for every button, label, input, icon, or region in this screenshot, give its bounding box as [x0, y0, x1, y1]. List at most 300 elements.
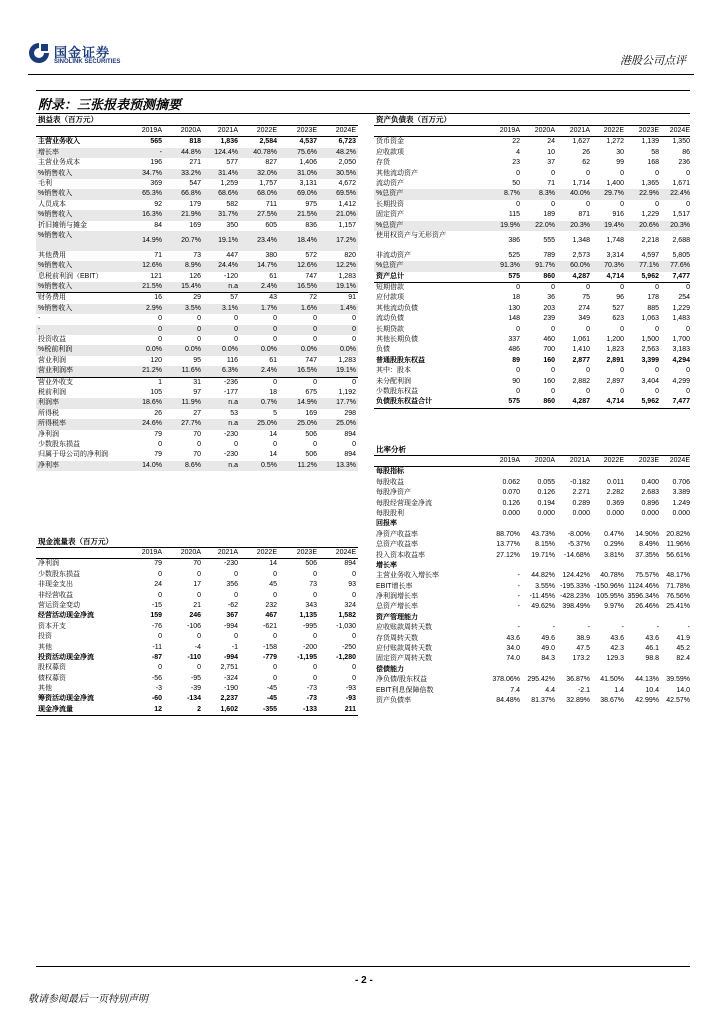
cell-value: 121	[150, 272, 162, 280]
row-label: 折旧摊销与摊金	[38, 221, 87, 229]
table-row	[36, 158, 358, 168]
cell-value: 0	[313, 315, 317, 323]
table-row	[374, 366, 690, 376]
row-label: 回报率	[376, 520, 397, 528]
cell-value: 0	[551, 169, 555, 177]
cell-value: 60.0%	[570, 262, 590, 270]
company-logo	[28, 40, 148, 70]
cell-value: 916	[612, 211, 624, 219]
cell-value: 120	[150, 356, 162, 364]
row-label: 所得税率	[38, 420, 66, 428]
cell-value: 271	[189, 159, 201, 167]
cell-value: 447	[226, 251, 238, 259]
row-label: 流动负债	[376, 315, 404, 323]
cell-value: n.a	[228, 461, 238, 469]
cell-value: 36.87%	[566, 676, 590, 684]
cell-value: 871	[578, 211, 590, 219]
cell-value: 14	[269, 560, 277, 568]
row-label: %总资产	[376, 262, 404, 270]
cell-value: 129.3	[606, 655, 624, 663]
cell-value: 547	[189, 179, 201, 187]
cell-value: 20.6%	[639, 221, 659, 229]
cell-value: 58	[651, 148, 659, 156]
cell-value: 26.46%	[635, 603, 659, 611]
cell-value: 21	[193, 601, 201, 609]
table-title: 损益表（百万元）	[36, 114, 358, 126]
cell-value: 32.89%	[566, 696, 590, 704]
cell-value: 69.5%	[336, 190, 356, 198]
cell-value: -45	[266, 695, 277, 703]
row-label: 应收款项	[376, 148, 404, 156]
cell-value: 675	[305, 388, 317, 396]
row-label: 短期借款	[376, 284, 404, 292]
cell-value: n.a	[228, 283, 238, 291]
cell-value: 30	[616, 148, 624, 156]
cell-value: 19.4%	[604, 221, 624, 229]
cell-value: 4	[516, 148, 520, 156]
cell-value: 0	[352, 378, 356, 386]
cell-value: 350	[226, 221, 238, 229]
cell-value: 0.000	[606, 509, 624, 517]
cell-value: 20.3%	[570, 221, 590, 229]
header-divider	[28, 74, 694, 75]
cell-value: 49.0	[541, 645, 555, 653]
year-header: 2019A	[141, 127, 162, 134]
cell-value: -14.68%	[563, 551, 590, 559]
row-label: 现金净流量	[38, 705, 73, 713]
cell-value: 0	[273, 336, 277, 344]
table-row	[36, 169, 358, 179]
cell-value: 0	[234, 591, 238, 599]
cell-value: 25.41%	[666, 603, 690, 611]
cell-value: 34.0	[506, 645, 520, 653]
cell-value: 0	[352, 315, 356, 323]
cell-value: 31.0%	[297, 169, 317, 177]
cell-value: 1,500	[641, 336, 659, 344]
row-label: 其他流动资产	[376, 169, 418, 177]
cell-value: 369	[150, 179, 162, 187]
cell-value: 0	[197, 633, 201, 641]
cell-value: -110	[187, 653, 201, 661]
cell-value: 21.5%	[142, 283, 162, 291]
cell-value: 1,410	[572, 346, 590, 354]
table-row	[36, 314, 358, 324]
cell-value: 196	[150, 159, 162, 167]
year-header-row	[36, 126, 358, 137]
cell-value: 70	[193, 560, 201, 568]
cell-value: 84.48%	[496, 696, 520, 704]
cell-value: 0	[551, 284, 555, 292]
cell-value: 486	[508, 346, 520, 354]
cell-value: 10.4	[645, 686, 659, 694]
cell-value: 572	[305, 251, 317, 259]
row-label: 应收账款周转天数	[376, 624, 432, 632]
cell-value: 99	[616, 159, 624, 167]
cell-value: 0.070	[502, 489, 520, 497]
table-row	[374, 488, 690, 498]
cell-value: 14.0	[676, 686, 690, 694]
year-header: 2021A	[217, 127, 238, 134]
cell-value: 0	[352, 591, 356, 599]
cell-value: 1,061	[572, 336, 590, 344]
row-label: 资产管理能力	[376, 613, 418, 621]
table-row	[374, 304, 690, 314]
table-row	[36, 580, 358, 590]
row-label: 投资收益	[38, 336, 66, 344]
year-header-row	[36, 548, 358, 559]
table-row	[374, 345, 690, 355]
cell-value: 860	[543, 398, 555, 406]
cell-value: 70	[193, 430, 201, 438]
cell-value: 20.3%	[670, 221, 690, 229]
cell-value: 8.6%	[185, 461, 201, 469]
cell-value: 0	[620, 325, 624, 333]
cell-value: 0	[197, 591, 201, 599]
cell-value: 0	[586, 200, 590, 208]
cell-value: 2.9%	[146, 304, 162, 312]
row-label: 负债股东权益合计	[376, 398, 432, 406]
cell-value: 0	[234, 325, 238, 333]
cell-value: 1,200	[606, 336, 624, 344]
cell-value: 84.3	[541, 655, 555, 663]
cell-value: 295.42%	[527, 676, 555, 684]
cell-value: 2,218	[641, 236, 659, 244]
cell-value: -39	[190, 685, 201, 693]
cell-value: 18	[512, 294, 520, 302]
cell-value: 75.6%	[297, 148, 317, 156]
cell-value: 0	[234, 633, 238, 641]
cell-value: 31.4%	[218, 169, 238, 177]
year-header: 2020A	[180, 127, 201, 134]
table-row	[374, 137, 690, 147]
cell-value: 3596.34%	[627, 593, 659, 601]
cell-value: 246	[189, 612, 201, 620]
cell-value: -621	[262, 622, 277, 630]
cell-value: 42.3	[610, 645, 624, 653]
cell-value: 19.71%	[531, 551, 555, 559]
cell-value: 0.47%	[604, 530, 624, 538]
cell-value: 0.7%	[261, 399, 277, 407]
cell-value: 31	[193, 378, 201, 386]
cell-value: -	[517, 603, 520, 611]
cell-value: 5,962	[641, 272, 659, 280]
cell-value: 8.9%	[185, 262, 201, 270]
cell-value: -4	[194, 643, 201, 651]
cell-value: 0	[586, 325, 590, 333]
cell-value: 527	[612, 304, 624, 312]
cell-value: 0	[313, 570, 317, 578]
cell-value: 1,283	[338, 272, 356, 280]
cell-value: 49.62%	[531, 603, 555, 611]
cell-value: 203	[543, 304, 555, 312]
cell-value: -8.00%	[567, 530, 590, 538]
section-title	[36, 90, 690, 114]
cell-value: 0	[655, 387, 659, 395]
table-row	[374, 387, 690, 397]
row-label: 增长率	[38, 148, 59, 156]
row-label: 增长率	[376, 561, 397, 569]
cell-value: 62	[582, 159, 590, 167]
cell-value: 506	[305, 451, 317, 459]
row-label: 净利润增长率	[376, 593, 418, 601]
cell-value: 0.000	[537, 509, 555, 517]
cell-value: 623	[612, 315, 624, 323]
cell-value: 14.7%	[257, 262, 277, 270]
cell-value: 2,584	[259, 138, 277, 146]
row-label: 营业利润率	[38, 367, 73, 375]
cell-value: 68.6%	[218, 190, 238, 198]
table-row	[36, 345, 358, 355]
cell-value: 0.706	[672, 478, 690, 486]
table-row	[36, 179, 358, 189]
cell-value: 22.0%	[535, 221, 555, 229]
cell-value: 26	[154, 409, 162, 417]
cell-value: 2,897	[606, 377, 624, 385]
row-label: 货币资金	[376, 138, 404, 146]
cell-value: 0.000	[641, 509, 659, 517]
cell-value: 0	[686, 387, 690, 395]
table-row	[36, 601, 358, 611]
cell-value: 115	[508, 211, 520, 219]
cell-value: -73	[306, 695, 317, 703]
cell-value: 0	[313, 325, 317, 333]
cell-value: 19.1%	[336, 283, 356, 291]
cell-value: 0.400	[641, 478, 659, 486]
cell-value: 5,805	[672, 251, 690, 259]
cell-value: 0	[352, 336, 356, 344]
page-header	[0, 0, 724, 80]
cell-value: 24	[154, 581, 162, 589]
year-header: 2024E	[335, 127, 356, 134]
cell-value: 4,714	[606, 398, 624, 406]
cell-value: 555	[543, 236, 555, 244]
cell-value: 2.282	[606, 489, 624, 497]
table-row	[36, 261, 358, 271]
cell-value: 39.59%	[666, 676, 690, 684]
cell-value: 0.194	[537, 499, 555, 507]
row-label: 净利润	[38, 430, 59, 438]
cell-value: 0	[197, 325, 201, 333]
cell-value: -2.1	[577, 686, 590, 694]
table-row	[36, 653, 358, 663]
row-label: 固定资产	[376, 211, 404, 219]
cell-value: 31.7%	[218, 211, 238, 219]
cell-value: 12	[154, 705, 162, 713]
cell-value: -995	[302, 622, 317, 630]
cell-value: -1,195	[297, 653, 317, 661]
cell-value: 1,836	[220, 138, 238, 146]
cell-value: 0	[313, 336, 317, 344]
cell-value: 25.0%	[297, 420, 317, 428]
cell-value: 1.7%	[261, 304, 277, 312]
cell-value: 1,229	[641, 211, 659, 219]
cell-value: 93	[348, 581, 356, 589]
cell-value: -236	[223, 378, 238, 386]
cell-value: 2,882	[572, 377, 590, 385]
cell-value: 41.50%	[600, 676, 624, 684]
cell-value: 91	[348, 294, 356, 302]
table-row	[36, 409, 358, 419]
cell-value: 0	[313, 440, 317, 448]
section-title-text: 附录：三张报表预测摘要	[38, 98, 182, 113]
cell-value: 0	[158, 325, 162, 333]
table-row	[374, 686, 690, 696]
cell-value: 18	[269, 388, 277, 396]
row-label: 每股经营现金净流	[376, 499, 432, 507]
cell-value: 1,671	[672, 179, 690, 187]
cell-value: 17.7%	[336, 399, 356, 407]
cell-value: -76	[151, 622, 162, 630]
table-row	[374, 158, 690, 168]
cell-value: 61	[269, 356, 277, 364]
row-label: 非流动资产	[376, 251, 411, 259]
cell-value: 0.011	[607, 478, 624, 486]
table-row	[36, 293, 358, 303]
cell-value: 0	[551, 367, 555, 375]
row-label: 每股收益	[376, 478, 404, 486]
cell-value: 298	[344, 409, 356, 417]
row-label: 债权募资	[38, 674, 66, 682]
cell-value: 4,287	[572, 398, 590, 406]
cell-value: 18.6%	[142, 399, 162, 407]
cell-value: 79	[154, 560, 162, 568]
row-label: 非现金支出	[38, 581, 73, 589]
cell-value: 38.9	[576, 634, 590, 642]
cell-value: 40.78%	[600, 572, 624, 580]
cell-value: 0	[158, 664, 162, 672]
table-row	[36, 356, 358, 366]
table-row	[36, 231, 358, 251]
cell-value: 189	[543, 211, 555, 219]
cell-value: 33.2%	[181, 169, 201, 177]
cell-value: 356	[226, 581, 238, 589]
cell-value: 0	[158, 336, 162, 344]
cell-value: 27.5%	[257, 211, 277, 219]
row-label: 负债	[376, 346, 390, 354]
cell-value: 21.5%	[297, 211, 317, 219]
row-label: 净利率	[38, 461, 59, 469]
cell-value: 860	[543, 272, 555, 280]
cell-value: 0	[655, 169, 659, 177]
cell-value: 0	[313, 664, 317, 672]
cell-value: 324	[344, 601, 356, 609]
cell-value: 98.8	[645, 655, 659, 663]
row-label: 偿债能力	[376, 665, 404, 673]
cell-value: 1,229	[672, 304, 690, 312]
cell-value: 0	[655, 325, 659, 333]
row-label: 息税前利润（EBIT）	[38, 272, 103, 280]
row-label: 经营活动现金净流	[38, 612, 94, 620]
cell-value: 71	[154, 251, 162, 259]
cell-value: 1,700	[672, 336, 690, 344]
cell-value: 0	[158, 633, 162, 641]
cell-value: -93	[345, 695, 356, 703]
cell-value: 0	[313, 591, 317, 599]
row-label: 归属于母公司的净利润	[38, 451, 108, 459]
cell-value: -87	[151, 653, 162, 661]
cell-value: 6.3%	[222, 367, 238, 375]
cell-value: 4,597	[641, 251, 659, 259]
cell-value: 2	[197, 705, 201, 713]
cell-value: 73	[193, 251, 201, 259]
table-row	[36, 251, 358, 261]
year-header-row	[374, 126, 690, 137]
cell-value: 0	[686, 367, 690, 375]
cell-value: 0	[273, 315, 277, 323]
cell-value: 506	[305, 560, 317, 568]
cell-value: 48.17%	[666, 572, 690, 580]
cell-value: 2,751	[220, 664, 238, 672]
cell-value: 36	[547, 294, 555, 302]
cell-value: 37	[547, 159, 555, 167]
row-label: 固定资产周转天数	[376, 655, 432, 663]
cell-value: 37.35%	[635, 551, 659, 559]
row-label: 所得税	[38, 409, 59, 417]
cell-value: 0.289	[572, 499, 590, 507]
group-header	[374, 665, 690, 675]
cell-value: 386	[508, 236, 520, 244]
cell-value: -134	[186, 695, 201, 703]
row-label: %总资产	[376, 221, 404, 229]
cell-value: -994	[223, 622, 238, 630]
cell-value: 349	[578, 315, 590, 323]
cell-value: 0.29%	[604, 541, 624, 549]
table-row	[374, 696, 690, 706]
cell-value: 12.6%	[142, 262, 162, 270]
row-label: 净资产收益率	[376, 530, 418, 538]
table-row	[374, 551, 690, 561]
cell-value: -195.33%	[560, 582, 590, 590]
row-label: 应付账款周转天数	[376, 645, 432, 653]
cell-value: 81.37%	[531, 696, 555, 704]
table-row	[374, 499, 690, 509]
table-row	[36, 200, 358, 210]
cell-value: 0	[655, 367, 659, 375]
table-row	[36, 570, 358, 580]
cell-value: 2,891	[606, 356, 624, 364]
cell-value: 17.2%	[336, 236, 356, 244]
cell-value: 0	[273, 664, 277, 672]
cell-value: 0	[686, 200, 690, 208]
cell-value: 43	[269, 294, 277, 302]
cell-value: 1,063	[641, 315, 659, 323]
row-label: %销售收入	[38, 190, 73, 198]
cell-value: 2,050	[338, 159, 356, 167]
cell-value: -230	[223, 560, 238, 568]
year-header: 2020A	[534, 457, 555, 464]
group-header	[374, 561, 690, 571]
cell-value: 3,314	[606, 251, 624, 259]
row-label: 主营业务成本	[38, 159, 80, 167]
table-row	[374, 478, 690, 488]
row-label: 少数股东损益	[38, 440, 80, 448]
row-label: 未分配利润	[376, 377, 411, 385]
row-label: 营业外收支	[38, 378, 73, 386]
row-label: 净负债/股东权益	[376, 676, 427, 684]
cell-value: 79	[154, 451, 162, 459]
year-header: 2024E	[669, 457, 690, 464]
row-label: 存货周转天数	[376, 634, 418, 642]
cell-value: 0	[197, 440, 201, 448]
row-label: 投资活动现金净流	[38, 653, 94, 661]
cell-value: 57	[230, 294, 238, 302]
cell-value: 4,294	[672, 356, 690, 364]
cell-value: 0	[516, 169, 520, 177]
cell-value: 91.7%	[535, 262, 555, 270]
cell-value: 0.126	[502, 499, 520, 507]
year-header: 2021A	[569, 457, 590, 464]
cell-value: 232	[265, 601, 277, 609]
